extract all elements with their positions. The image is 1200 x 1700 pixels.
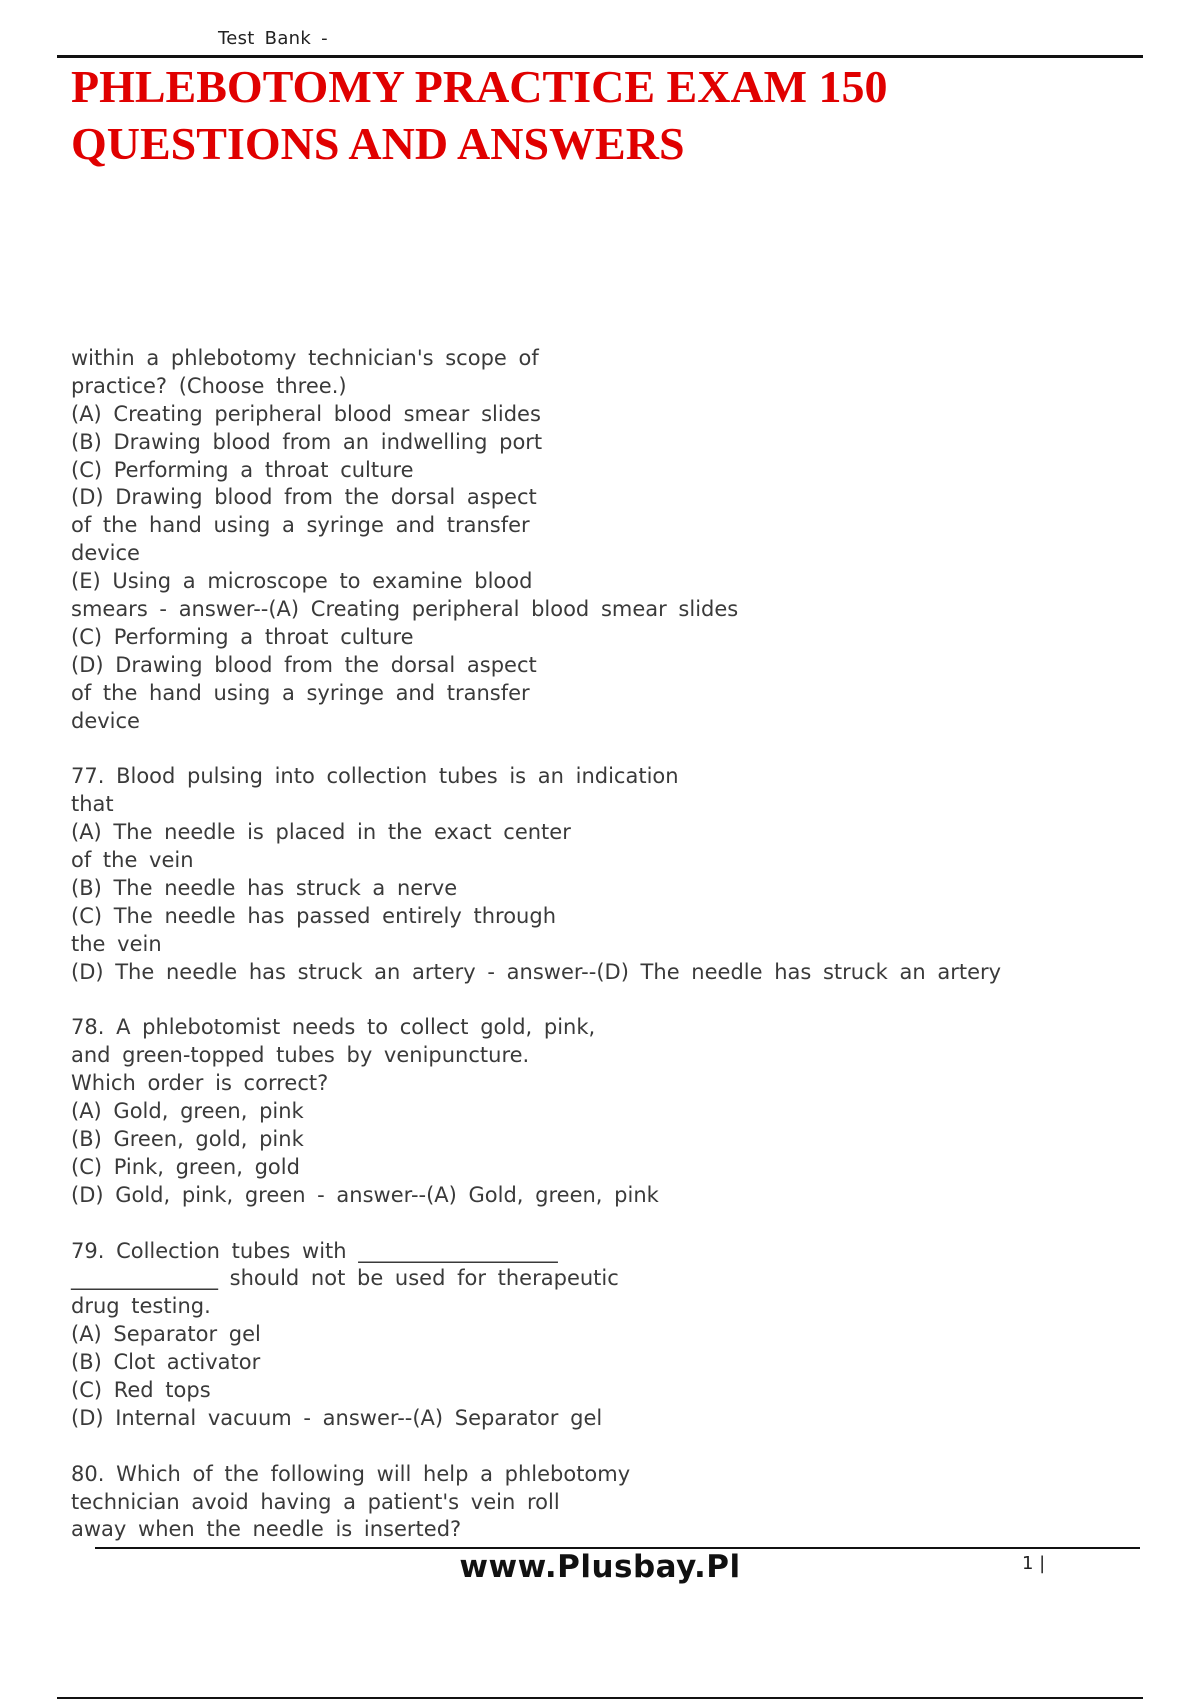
document-title bbox=[71, 58, 1131, 172]
title-line-1: PHLEBOTOMY PRACTICE EXAM 150 bbox=[71, 61, 888, 112]
text-line: (B) The needle has struck a nerve bbox=[71, 875, 458, 900]
page-end-rule bbox=[57, 1697, 1143, 1699]
text-line: and green-topped tubes by venipuncture. bbox=[71, 1043, 530, 1068]
text-line: (B) Green, gold, pink bbox=[71, 1126, 304, 1151]
text-line: (D) Internal vacuum - answer--(A) Separator gel bbox=[71, 1405, 603, 1430]
text-line: (D) Drawing blood from the dorsal aspect bbox=[71, 485, 537, 510]
text-line: (C) Pink, green, gold bbox=[71, 1154, 300, 1179]
text-line: (A) Gold, green, pink bbox=[71, 1099, 304, 1124]
text-line: (D) The needle has struck an artery - answer--(D) The needle has struck an artery bbox=[71, 959, 1002, 984]
text-line: (C) Performing a throat culture bbox=[71, 457, 414, 482]
text-line: that bbox=[71, 792, 114, 817]
text-line: of the hand using a syringe and transfer bbox=[71, 680, 530, 705]
text-line: smears - answer--(A) Creating peripheral blood smear slides bbox=[71, 597, 739, 622]
text-line: 77. Blood pulsing into collection tubes is an indication bbox=[71, 764, 679, 789]
text-line: (D) Drawing blood from the dorsal aspect bbox=[71, 652, 537, 677]
text-line: (C) Red tops bbox=[71, 1377, 211, 1402]
text-line: of the hand using a syringe and transfer bbox=[71, 513, 530, 538]
text-line: drug testing. bbox=[71, 1294, 211, 1319]
text-line: 80. Which of the following will help a phlebotomy bbox=[71, 1461, 631, 1486]
text-line: 78. A phlebotomist needs to collect gold, pink, bbox=[71, 1015, 596, 1040]
paragraph-gap bbox=[71, 986, 1151, 1014]
text-line: Which order is correct? bbox=[71, 1071, 329, 1096]
paragraph-gap bbox=[71, 1210, 1151, 1238]
text-line: technician avoid having a patient's vein roll bbox=[71, 1489, 560, 1514]
text-line: within a phlebotomy technician's scope of bbox=[71, 346, 539, 370]
text-line: (C) The needle has passed entirely through bbox=[71, 903, 557, 928]
text-line: device bbox=[71, 708, 140, 733]
title-line-2: QUESTIONS AND ANSWERS bbox=[71, 118, 685, 169]
text-line: ______________ should not be used for therapeutic bbox=[71, 1266, 619, 1291]
text-line: away when the needle is inserted? bbox=[71, 1517, 462, 1542]
text-line: (A) Separator gel bbox=[71, 1322, 261, 1347]
footer-website: www.Plusbay.Pl bbox=[459, 1549, 741, 1585]
text-line: the vein bbox=[71, 931, 162, 956]
text-line: (B) Clot activator bbox=[71, 1350, 261, 1375]
text-line: (B) Drawing blood from an indwelling port bbox=[71, 429, 543, 454]
header-label: Test Bank - bbox=[218, 28, 328, 49]
text-line: device bbox=[71, 541, 140, 566]
page-number: 1 | bbox=[1022, 1553, 1046, 1574]
text-line: (D) Gold, pink, green - answer--(A) Gold, green, pink bbox=[71, 1182, 659, 1207]
text-line: (C) Performing a throat culture bbox=[71, 624, 414, 649]
paragraph-gap bbox=[71, 735, 1151, 763]
paragraph-gap bbox=[71, 1433, 1151, 1461]
text-line: (A) Creating peripheral blood smear slides bbox=[71, 401, 541, 426]
document-body bbox=[71, 345, 1151, 1544]
text-line: 79. Collection tubes with ___________________ bbox=[71, 1238, 558, 1263]
text-line: (E) Using a microscope to examine blood bbox=[71, 569, 533, 594]
text-line: practice? (Choose three.) bbox=[71, 373, 347, 398]
text-line: of the vein bbox=[71, 848, 194, 873]
text-line: (A) The needle is placed in the exact center bbox=[71, 820, 571, 845]
